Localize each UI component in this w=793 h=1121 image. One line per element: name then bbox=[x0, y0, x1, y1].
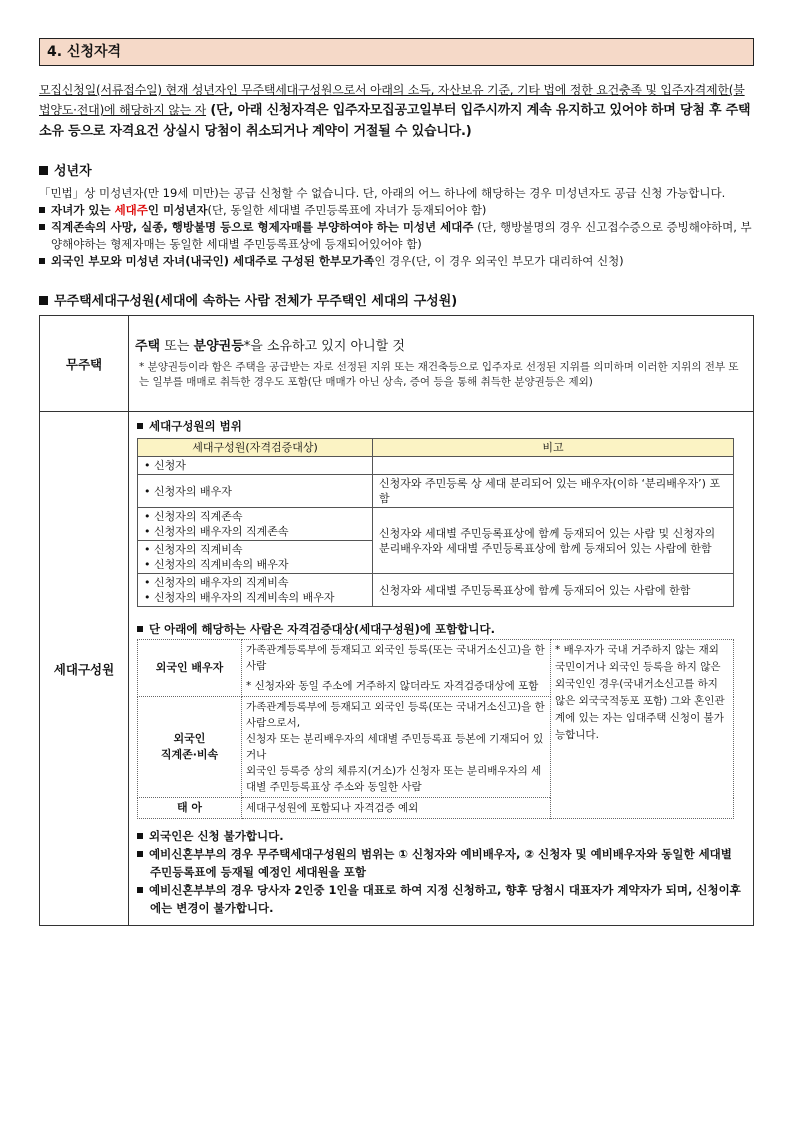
bullet-icon bbox=[39, 207, 45, 213]
foreign-table bbox=[137, 639, 734, 819]
bullet-icon bbox=[137, 626, 143, 632]
bullet-icon bbox=[137, 851, 143, 857]
bullet-icon bbox=[39, 258, 45, 264]
bullet-icon bbox=[137, 423, 143, 429]
adult-bullet-1: 자녀가 있는 세대주인 미성년자(단, 동일한 세대별 주민등록표에 자녀가 등재되어야 함) bbox=[39, 202, 754, 219]
fetus-label: 태 아 bbox=[138, 798, 242, 819]
row-spouse-note: 신청자와 주민등록 상 세대 분리되어 있는 배우자(이하 ‘분리배우자’) 포함 bbox=[373, 475, 734, 508]
adult-bullet-3: 외국인 부모와 미성년 자녀(내국인) 세대주로 구성된 한부모가족인 경우(단, 이 경우 외국인 부모가 대리하여 신청) bbox=[39, 253, 754, 270]
row-spouse-descendants-note: 신청자와 세대별 주민등록표상에 함께 등재되어 있는 사람에 한함 bbox=[373, 574, 734, 607]
row-lineal-note: 신청자와 세대별 주민등록표상에 함께 등재되어 있는 사람 및 신청자의 분리배우자와 세대별 주민등록표상에 함께 등재되어 있는 사람에 한함 bbox=[373, 508, 734, 574]
row-ascendants: • 신청자의 직계존속 • 신청자의 배우자의 직계존속 bbox=[138, 508, 373, 541]
adult-paragraph: 「민법」상 미성년자(만 19세 미만)는 공급 신청할 수 없습니다. 단, 아래의 어느 하나에 해당하는 경우 미성년자도 공급 신청 가능합니다. bbox=[39, 186, 726, 200]
foreign-lineal-cell: 가족관계등록부에 등재되고 외국인 등록(또는 국내거소신고)을 한 사람으로서, 신청자 또는 분리배우자의 세대별 주민등록표 등본에 기재되어 있거나 외국인 등록증 상의 체류지(거소)가 신청자 또는 분리배우자의 세대별 주민등록표상 주소와 동일한 사람 bbox=[242, 697, 551, 798]
intro-bold: (단, 아래 신청자격은 입주자모집공고일부터 입주시까지 계속 유지하고 있어야 하며 당첨 후 주택소유 등으로 자격요건 상실시 당첨이 취소되거나 계약이 거절될 수 있습니다.) bbox=[39, 103, 751, 139]
adult-bullet-2: 직계존속의 사망, 실종, 행방불명 등으로 형제자매를 부양하여야 하는 미성년 세대주 (단, 행방불명의 경우 신고접수증으로 증빙해야하며, 부양해야하는 형제자매는 동일한 세대별 주민등록표상에 등재되어있어야 함) bbox=[39, 219, 754, 253]
scope-heading: 세대구성원의 범위 bbox=[137, 418, 745, 434]
intro-underlined: 모집신청일(서류접수일) 현재 성년자인 무주택세대구성원으로서 아래의 소득, 자산보유 기준, 기타 법에 정한 요건충족 및 입주자격제한(불법양도·전대)에 해당하지 않는 자 bbox=[39, 83, 745, 117]
include-heading: 단 아래에 해당하는 사람은 자격검증대상(세대구성원)에 포함합니다. bbox=[137, 621, 745, 637]
scope-table bbox=[137, 438, 734, 607]
footnote-2: 예비신혼부부의 경우 무주택세대구성원의 범위는 ① 신청자와 예비배우자, ② 신청자 및 예비배우자와 동일한 세대별 주민등록표에 등재될 예정인 세대원을 포함 bbox=[137, 845, 745, 881]
section-title: 4. 신청자격 bbox=[39, 38, 754, 66]
foreign-lineal-label: 외국인 직계존·비속 bbox=[138, 697, 242, 798]
no-house-note: * 분양권등이라 함은 주택을 공급받는 자로 선정된 지위 또는 재건축등으로 입주자로 선정된 지위를 의미하며 이러한 지위의 전부 또는 일부를 매매로 취득한 경우도 포함(단 매매가 아닌 상속, 증여 등을 통해 취득한 분양권등은 제외) bbox=[139, 361, 739, 388]
household-table bbox=[39, 315, 754, 926]
bullet-icon bbox=[137, 887, 143, 893]
adult-heading: 성년자 bbox=[39, 160, 754, 179]
col-header-members: 세대구성원(자격검증대상) bbox=[138, 439, 373, 457]
fetus-cell: 세대구성원에 포함되나 자격검증 예외 bbox=[242, 798, 551, 819]
member-cell bbox=[129, 412, 754, 926]
row-descendants: • 신청자의 직계비속 • 신청자의 직계비속의 배우자 bbox=[138, 541, 373, 574]
row-spouse: • 신청자의 배우자 bbox=[138, 475, 373, 508]
member-label: 세대구성원 bbox=[40, 412, 129, 926]
footnotes bbox=[137, 827, 745, 917]
foreign-spouse-label: 외국인 배우자 bbox=[138, 640, 242, 697]
intro-paragraph bbox=[39, 80, 754, 142]
no-house-cell bbox=[129, 316, 754, 412]
footnote-1: 외국인은 신청 불가합니다. bbox=[137, 827, 745, 845]
bullet-icon bbox=[39, 224, 45, 230]
foreign-right-note: * 배우자가 국내 거주하지 않는 재외국민이거나 외국인 등록을 하지 않은 외국인인 경우(국내거소신고를 하지 않은 외국국적동포 포함) 그와 혼인관계에 있는 자는 임대주택 신청이 불가능합니다. bbox=[551, 640, 734, 819]
bullet-icon bbox=[137, 833, 143, 839]
row-applicant: • 신청자 bbox=[138, 457, 373, 475]
page bbox=[39, 38, 754, 926]
square-bullet-icon bbox=[39, 296, 48, 305]
no-house-text: 주택 또는 분양권등*을 소유하고 있지 아니할 것 bbox=[135, 339, 405, 354]
row-spouse-descendants: • 신청자의 배우자의 직계비속 • 신청자의 배우자의 직계비속의 배우자 bbox=[138, 574, 373, 607]
square-bullet-icon bbox=[39, 166, 48, 175]
footnote-3: 예비신혼부부의 경우 당사자 2인중 1인을 대표로 하여 지정 신청하고, 향후 당첨시 대표자가 계약자가 되며, 신청이후에는 변경이 불가합니다. bbox=[137, 881, 745, 917]
household-heading: 무주택세대구성원(세대에 속하는 사람 전체가 무주택인 세대의 구성원) bbox=[39, 290, 754, 309]
foreign-spouse-cell: 가족관계등록부에 등재되고 외국인 등록(또는 국내거소신고)을 한 사람 * 신청자와 동일 주소에 거주하지 않더라도 자격검증대상에 포함 bbox=[242, 640, 551, 697]
col-header-notes: 비고 bbox=[373, 439, 734, 457]
no-house-label: 무주택 bbox=[40, 316, 129, 412]
